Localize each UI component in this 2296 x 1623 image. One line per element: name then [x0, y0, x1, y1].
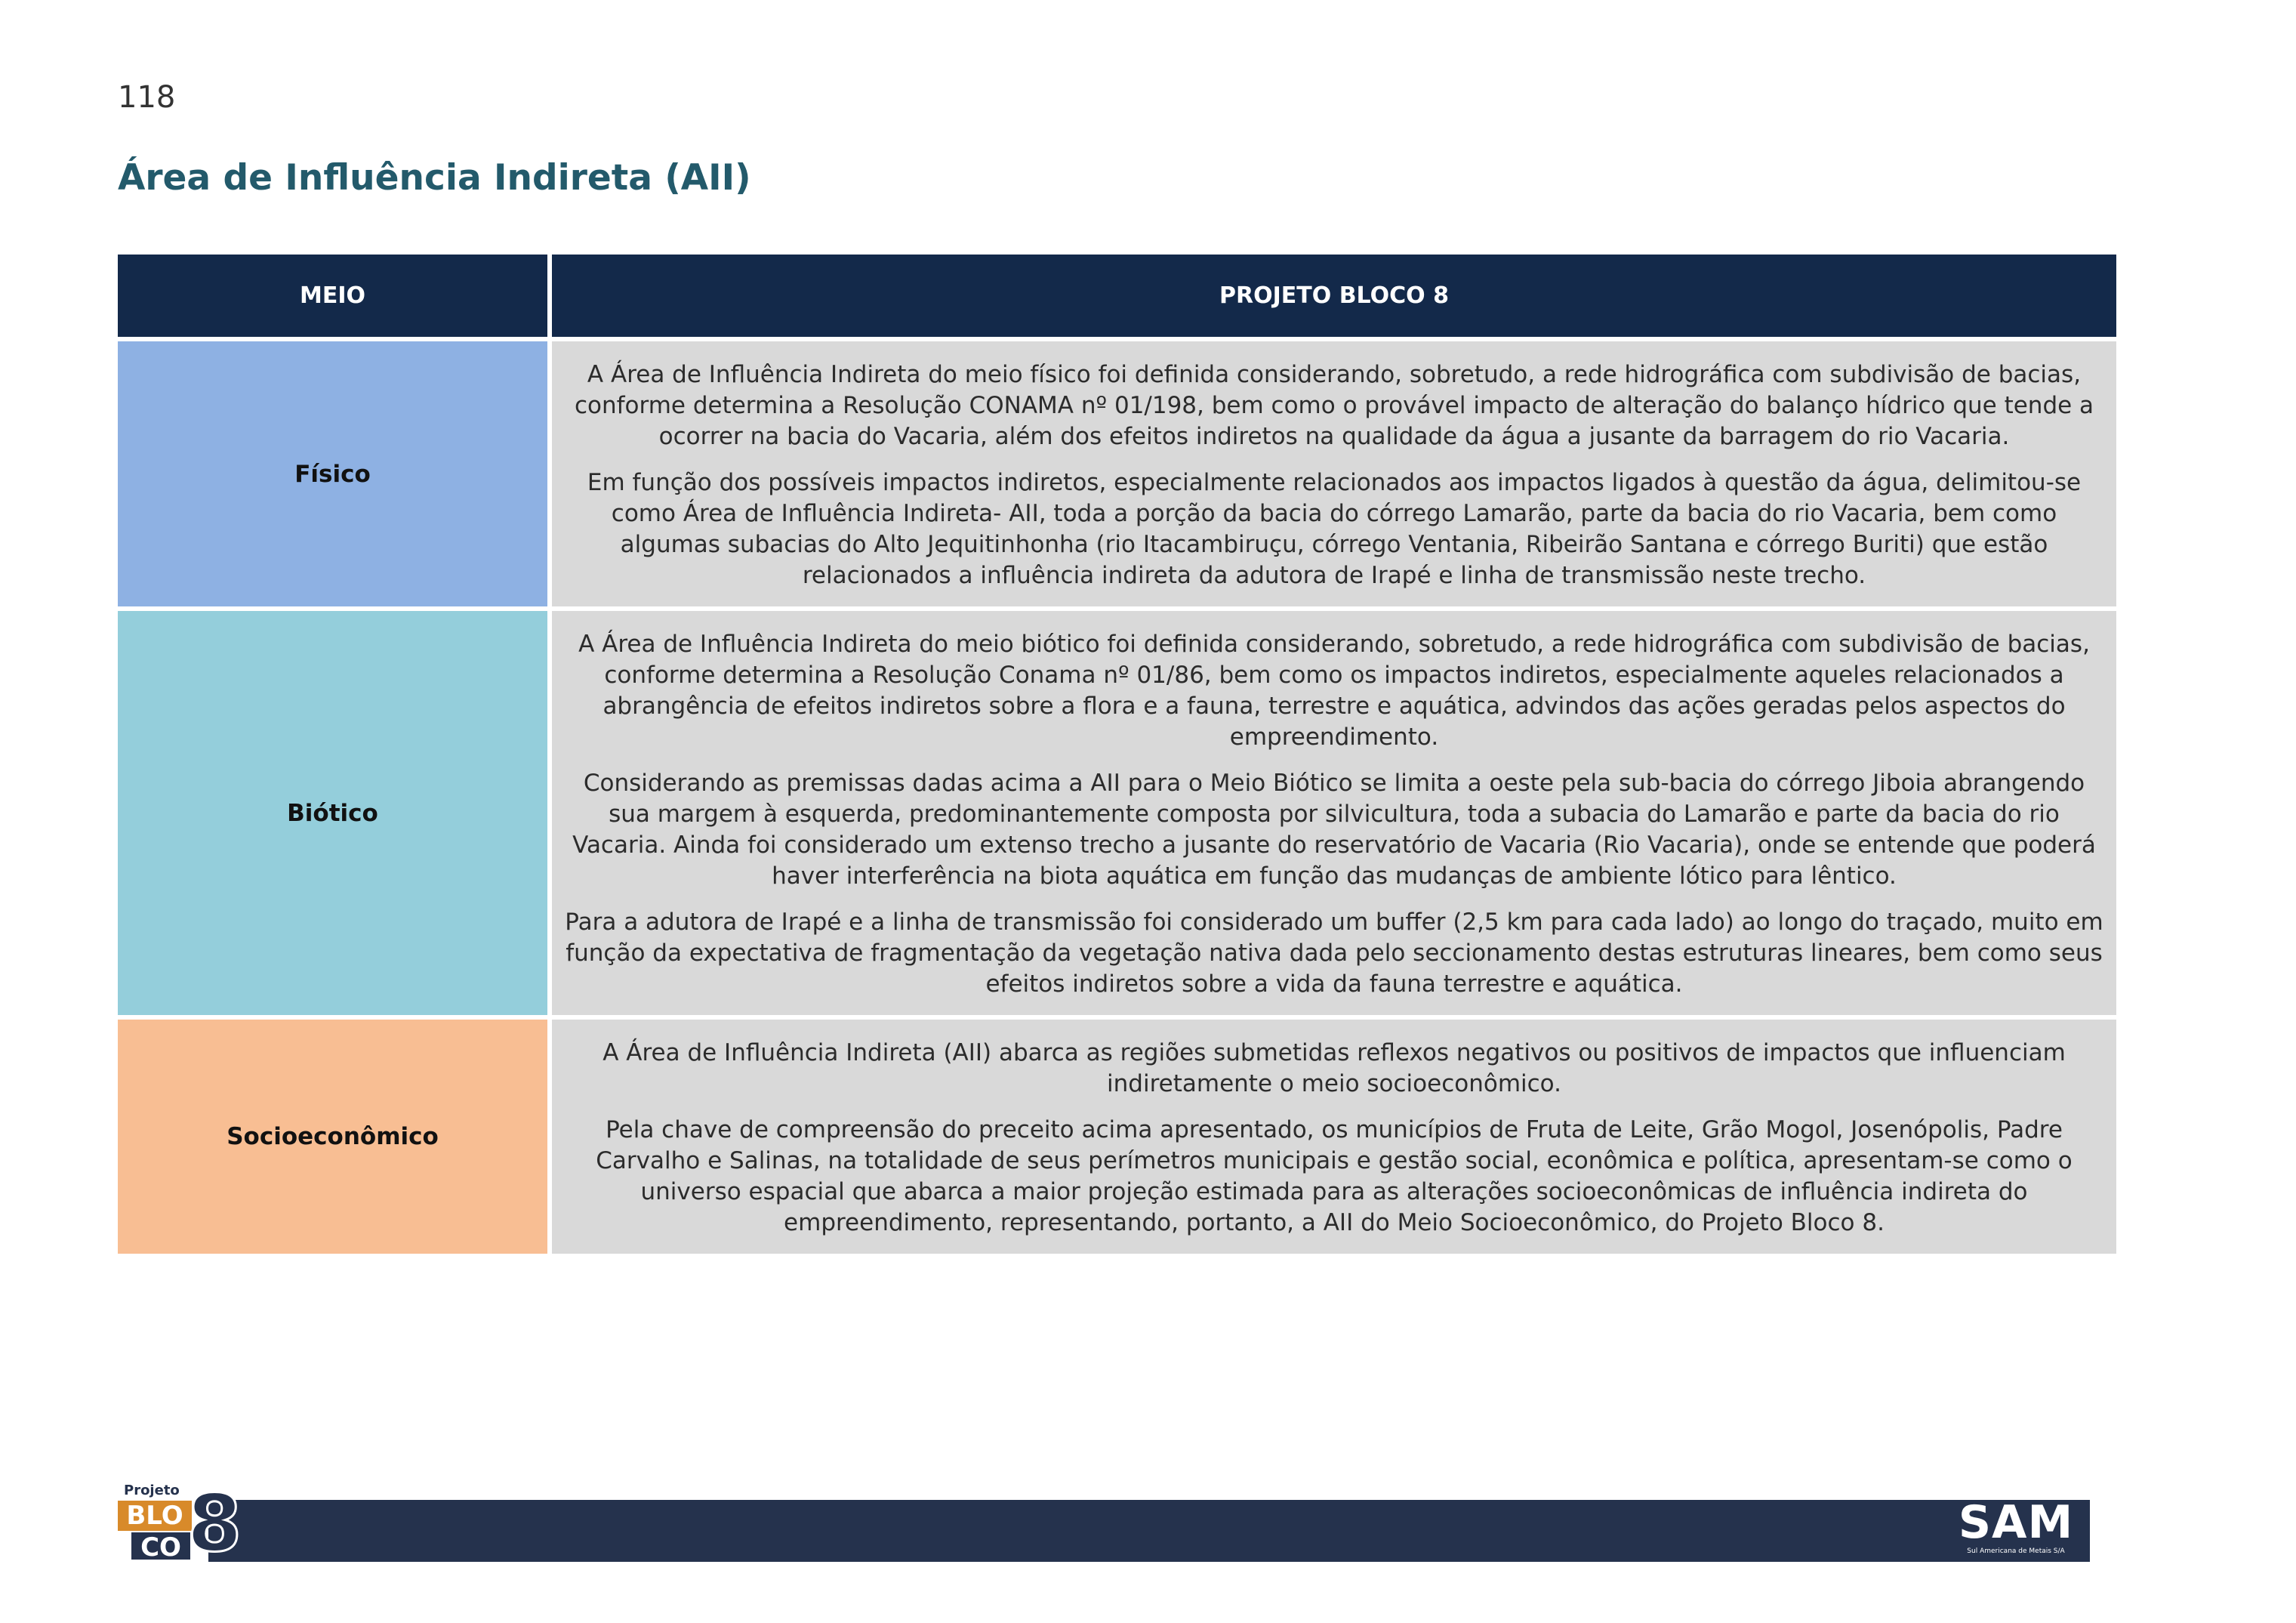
header-projeto: PROJETO BLOCO 8 [552, 255, 2116, 337]
logo-eight-text: 8 [187, 1477, 242, 1569]
row-text-cell [552, 1020, 2116, 1254]
aii-table [118, 255, 2116, 1258]
paragraph: Pela chave de compreensão do preceito acima apresentado, os municípios de Fruta de Leite, Grão Mogol, Josenópolis, Padre Carvalho e Salinas, na totalidade de seus perímetros municipais e gestão social, econômica e política, apresentam-se como o universo espacial que abarca a maior projeção estimada para as alterações socioeconômicas de influência indireta do empreendimento, representando, portanto, a AII do Meio Socioeconômico, do Projeto Bloco 8. [596, 1116, 2073, 1236]
paragraph: Para a adutora de Irapé e a linha de transmissão foi considerado um buffer (2,5 km para cada lado) ao longo do traçado, muito em função da expectativa de fragmentação da vegetação nativa dada pelo seccionamento destas estruturas lineares, bem como seus efeitos indiretos sobre a vida da fauna terrestre e aquática. [565, 909, 2103, 998]
table-row-biotico [118, 611, 2116, 1015]
row-label-cell [118, 341, 547, 606]
row-label: Físico [294, 460, 371, 488]
row-label: Socioeconômico [227, 1123, 439, 1150]
table-row-socioeconomico [118, 1020, 2116, 1254]
paragraph: A Área de Influência Indireta do meio físico foi definida considerando, sobretudo, a rede hidrográfica com subdivisão de bacias, conforme determina a Resolução CONAMA nº 01/198, bem como o provável impacto de alteração do balanço hídrico que tende a ocorrer na bacia do Vacaria, além dos efeitos indiretos na qualidade da água a jusante da barragem do rio Vacaria. [574, 361, 2094, 450]
row-label-cell [118, 611, 547, 1015]
sam-logo-subtitle: Sul Americana de Metais S/A [1967, 1547, 2065, 1555]
logo-co-text: CO [130, 1531, 192, 1561]
table-row-fisico [118, 341, 2116, 606]
logo-blo-text: BLO [118, 1501, 192, 1531]
paragraph: Considerando as premissas dadas acima a AII para o Meio Biótico se limita a oeste pela sub-bacia do córrego Jiboia abrangendo sua margem à esquerda, predominantemente composta por silvicultura, toda a subacia do Lamarão e parte da bacia do rio Vacaria. Ainda foi considerado um extenso trecho a jusante do reservatório de Vacaria (Rio Vacaria), onde se entende que poderá haver interferência na biota aquática em função das mudanças de ambiente lótico para lêntico. [572, 770, 2096, 890]
paragraph: A Área de Influência Indireta do meio biótico foi definida considerando, sobretudo, a rede hidrográfica com subdivisão de bacias, conforme determina a Resolução Conama nº 01/86, bem como os impactos indiretos, especialmente aqueles relacionados a abrangência de efeitos indiretos sobre a flora e a fauna, terrestre e aquática, advindos das ações geradas pelos aspectos do empreendimento. [578, 631, 2090, 751]
table-header-row [118, 255, 2116, 337]
footer-bar [208, 1496, 2090, 1562]
logo-projeto-text: Projeto [124, 1483, 180, 1498]
row-label: Biótico [287, 799, 378, 827]
projeto-bloco-8-logo [118, 1477, 246, 1569]
row-text-cell [552, 611, 2116, 1015]
page-number: 118 [118, 80, 176, 115]
paragraph: Em função dos possíveis impactos indiretos, especialmente relacionados aos impactos ligados à questão da água, delimitou-se como Área de Influência Indireta- AII, toda a porção da bacia do córrego Lamarão, parte da bacia do rio Vacaria, bem como algumas subacias do Alto Jequitinhonha (rio Itacambiruçu, córrego Ventania, Ribeirão Santana e córrego Buriti) que estão relacionados a influência indireta da adutora de Irapé e linha de transmissão neste trecho. [587, 469, 2082, 589]
paragraph: A Área de Influência Indireta (AII) abarca as regiões submetidas reflexos negativos ou positivos de impactos que influenciam indiretamente o meio socioeconômico. [603, 1039, 2066, 1097]
sam-logo-text: SAM [1958, 1496, 2074, 1549]
header-meio: MEIO [118, 255, 547, 337]
row-text-cell [552, 341, 2116, 606]
sam-logo [1942, 1498, 2090, 1562]
row-label-cell [118, 1020, 547, 1254]
page-title: Área de Influência Indireta (AII) [118, 157, 751, 199]
